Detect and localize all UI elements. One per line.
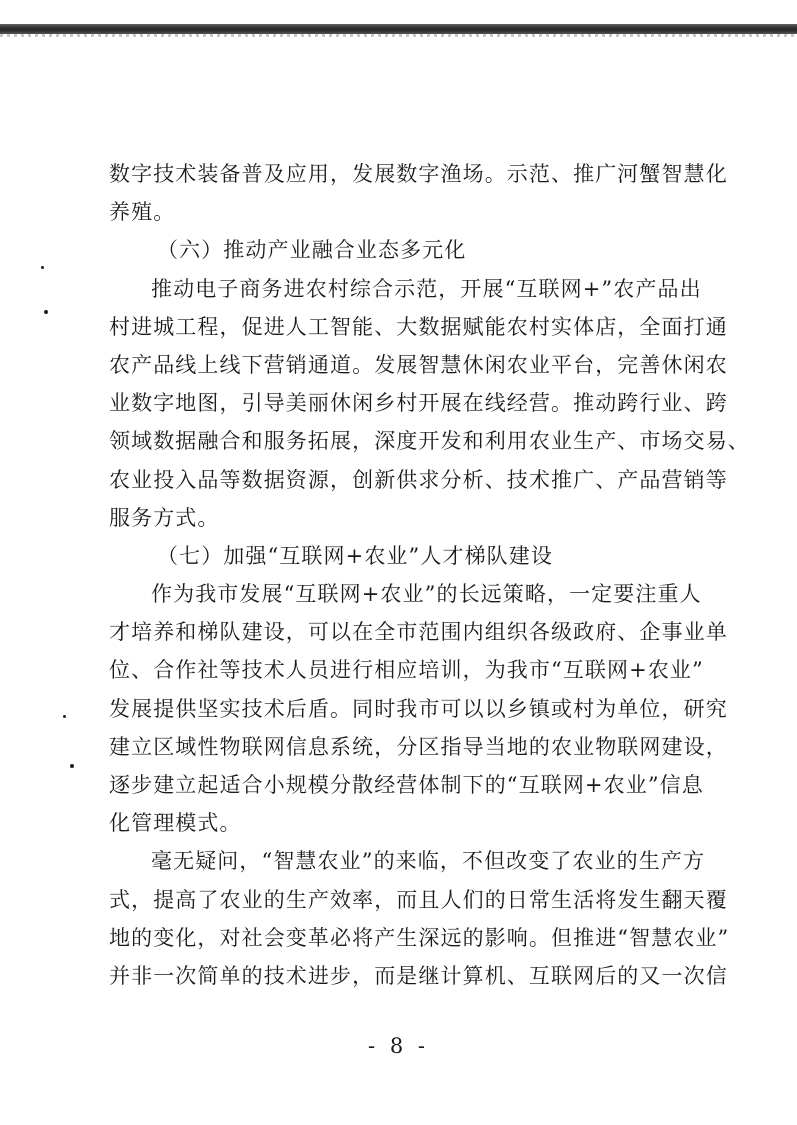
paragraph-line: 农产品线上线下营销通道。发展智慧休闲农业平台，完善休闲农 (109, 352, 728, 377)
paragraph-line: 数字技术装备普及应用，发展数字渔场。示范、推广河蟹智慧化 (109, 162, 728, 186)
scan-speck (63, 715, 66, 718)
paragraph-line: 逐步建立起适合小规模分散经营体制下的“互联网+农业”信息 (109, 773, 704, 797)
scan-speck (44, 310, 48, 314)
paragraph-line: 地的变化，对社会变革必将产生深远的影响。但推进“智慧农业” (109, 925, 730, 950)
document-body (109, 155, 750, 995)
paragraph-line: 推动电子商务进农村综合示范，开展“互联网+”农产品出 (151, 276, 702, 301)
paragraph-line: 位、合作社等技术人员进行相应培训，为我市“互联网+农业” (109, 658, 704, 683)
paragraph-line: 服务方式。 (109, 505, 220, 530)
scan-speck (70, 764, 74, 768)
paragraph-line: 农业投入品等数据资源，创新供求分析、技术推广、产品营销等 (109, 467, 728, 492)
scan-edge-artifact (0, 24, 797, 34)
paragraph-line: 建立区域性物联网信息系统，分区指导当地的农业物联网建设， (109, 734, 728, 759)
paragraph-line: 作为我市发展“互联网+农业”的长远策略，一定要注重人 (151, 582, 702, 607)
paragraph-line: 领域数据融合和服务拓展，深度开发和利用农业生产、市场交易、 (109, 429, 750, 454)
paragraph-line: 毫无疑问，“智慧农业”的来临，不但改变了农业的生产方 (151, 849, 706, 874)
scan-speck (41, 266, 44, 269)
paragraph-line: 村进城工程，促进人工智能、大数据赋能农村实体店，全面打通 (109, 314, 728, 339)
paragraph-line: 式，提高了农业的生产效率，而且人们的日常生活将发生翻天覆 (109, 887, 728, 912)
page-number: - 8 - (368, 1034, 429, 1058)
paragraph-line: 并非一次简单的技术进步，而是继计算机、互联网后的又一次信 (109, 963, 728, 988)
section-heading: （六）推动产业融合业态多元化 (157, 238, 467, 263)
paragraph-line: 业数字地图，引导美丽休闲乡村开展在线经营。推动跨行业、跨 (109, 391, 728, 416)
paragraph-line: 才培养和梯队建设，可以在全市范围内组织各级政府、企事业单 (109, 620, 728, 645)
paragraph-line: 养殖。 (109, 200, 176, 225)
section-heading: （七）加强“互联网+农业”人才梯队建设 (157, 543, 553, 568)
paragraph-line: 发展提供坚实技术后盾。同时我市可以以乡镇或村为单位，研究 (109, 696, 728, 721)
paragraph-line: 化管理模式。 (109, 811, 242, 836)
